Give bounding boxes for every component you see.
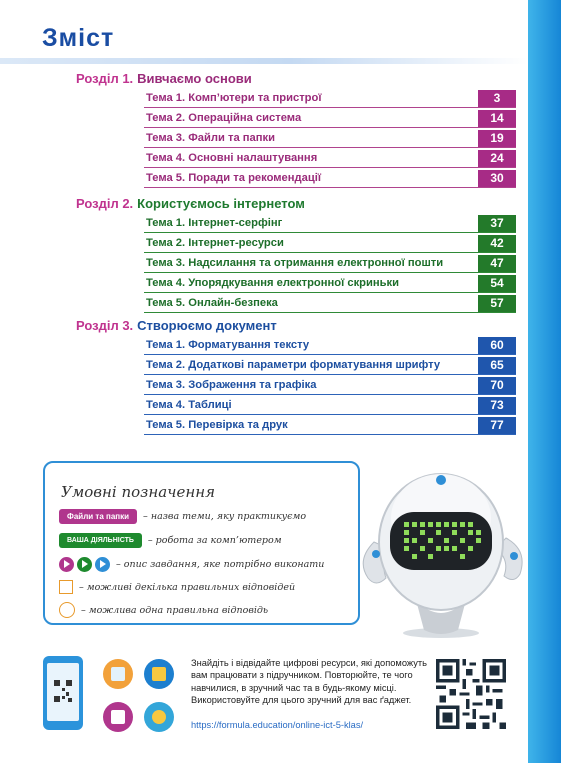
topic-label: Тема 4. Основні налаштування xyxy=(146,152,318,164)
legend-box xyxy=(43,461,360,625)
robot-mascot-icon xyxy=(346,450,536,640)
toc-entry[interactable] xyxy=(144,294,516,314)
section-2 xyxy=(76,196,516,314)
topic-underline xyxy=(144,127,516,128)
page-number: 77 xyxy=(478,417,516,434)
topic-underline xyxy=(144,354,516,355)
legend-text: – робота за комп’ютером xyxy=(147,534,282,546)
folder-glyph xyxy=(152,667,166,681)
resource-description: Знайдіть і відвідайте цифрові ресурси, які допоможуть вам працювати з підручником. Повторюйте, те чого навчилися, в зручний час та в будь-якому місці. Використовуйте для цього зручний для вас ґаджет. xyxy=(191,658,427,705)
page-number: 24 xyxy=(478,150,516,167)
document-icon xyxy=(103,702,133,732)
topic-label: Тема 2. Інтернет-ресурси xyxy=(146,237,284,249)
document-glyph xyxy=(111,710,125,724)
toc-entry[interactable] xyxy=(144,129,516,149)
legend-row-topic xyxy=(59,507,306,525)
topic-label: Тема 4. Упорядкування електронної скриньки xyxy=(146,277,400,289)
legend-row-multiple xyxy=(59,578,295,596)
topic-underline xyxy=(144,107,516,108)
topic-underline xyxy=(144,252,516,253)
qr-code-icon xyxy=(54,680,72,702)
topic-label: Тема 1. Інтернет-серфінг xyxy=(146,217,283,229)
topic-label: Тема 5. Перевірка та друк xyxy=(146,419,288,431)
page-number: 42 xyxy=(478,235,516,252)
topic-label: Тема 3. Надсилання та отримання електронної пошти xyxy=(146,257,444,269)
page-number: 73 xyxy=(478,397,516,414)
section-name: Користуємось інтернетом xyxy=(137,196,305,211)
page-number: 47 xyxy=(478,255,516,272)
section-label: Розділ 3. xyxy=(76,318,134,333)
topic-underline xyxy=(144,167,516,168)
presentation-icon xyxy=(103,659,133,689)
page-number: 60 xyxy=(478,337,516,354)
task-arrow-icon xyxy=(95,557,110,572)
section-name: Створюємо документ xyxy=(137,318,277,333)
title-rule xyxy=(0,58,528,64)
legend-text: – назва теми, яку практикуємо xyxy=(143,510,307,522)
topic-label: Тема 4. Таблиці xyxy=(146,399,232,411)
section-heading xyxy=(76,196,516,214)
legend-row-single xyxy=(59,601,268,619)
page-number: 3 xyxy=(478,90,516,107)
checkbox-square-icon xyxy=(59,580,73,594)
page-number: 54 xyxy=(478,275,516,292)
section-1 xyxy=(76,71,516,189)
folder-icon xyxy=(144,659,174,689)
legend-row-activity xyxy=(59,531,282,549)
topic-label: Тема 3. Файли та папки xyxy=(146,132,276,144)
idea-bulb-icon xyxy=(144,702,174,732)
legend-row-task xyxy=(59,555,324,573)
toc-entry[interactable] xyxy=(144,214,516,234)
section-heading xyxy=(76,71,516,89)
page-number: 70 xyxy=(478,377,516,394)
toc-entry[interactable] xyxy=(144,274,516,294)
topic-underline xyxy=(144,312,516,313)
legend-text: – можлива одна правильна відповідь xyxy=(81,604,269,616)
bulb-glyph xyxy=(152,710,166,724)
resource-link[interactable]: https://formula.education/online-ict-5-klas/ xyxy=(191,720,364,730)
toc-entry[interactable] xyxy=(144,254,516,274)
topic-label: Тема 3. Зображення та графіка xyxy=(146,379,317,391)
topic-underline xyxy=(144,232,516,233)
presentation-glyph xyxy=(111,667,125,681)
legend-text: – опис завдання, яке потрібно виконати xyxy=(116,558,325,570)
page-number: 30 xyxy=(478,170,516,187)
activity-chip: ВАША ДІЯЛЬНІСТЬ xyxy=(59,533,142,548)
toc-entry[interactable] xyxy=(144,109,516,129)
topic-label: Тема 1. Форматування тексту xyxy=(146,339,310,351)
topic-underline xyxy=(144,374,516,375)
topic-underline xyxy=(144,394,516,395)
section-label: Розділ 1. xyxy=(76,71,134,86)
legend-text: – можливі декілька правильних відповідей xyxy=(79,581,296,593)
topic-label: Тема 5. Онлайн-безпека xyxy=(146,297,278,309)
radio-circle-icon xyxy=(59,602,75,618)
page-number: 57 xyxy=(478,295,516,312)
page-number: 37 xyxy=(478,215,516,232)
task-arrow-icon xyxy=(77,557,92,572)
page-number: 19 xyxy=(478,130,516,147)
legend-title: Умовні позначення xyxy=(61,483,216,501)
topic-underline xyxy=(144,414,516,415)
topic-underline xyxy=(144,187,516,188)
toc-entry[interactable] xyxy=(144,89,516,109)
topic-label: Тема 2. Додаткові параметри форматування шрифту xyxy=(146,359,441,371)
topic-chip: Файли та папки xyxy=(59,509,137,524)
topic-label: Тема 2. Операційна система xyxy=(146,112,302,124)
page-number: 14 xyxy=(478,110,516,127)
toc-entry[interactable] xyxy=(144,234,516,254)
section-label: Розділ 2. xyxy=(76,196,134,211)
toc-entry[interactable] xyxy=(144,149,516,169)
phone-icon xyxy=(43,656,83,730)
page-title: Зміст xyxy=(42,24,115,52)
section-name: Вивчаємо основи xyxy=(137,71,252,86)
toc-entry[interactable] xyxy=(144,169,516,189)
topic-label: Тема 1. Комп’ютери та пристрої xyxy=(146,92,322,104)
page-number: 65 xyxy=(478,357,516,374)
qr-code-icon xyxy=(436,659,506,729)
topic-underline xyxy=(144,292,516,293)
toc-entry[interactable] xyxy=(144,336,516,356)
topic-underline xyxy=(144,272,516,273)
toc-entry[interactable] xyxy=(144,416,516,436)
section-heading xyxy=(76,318,516,336)
section-3 xyxy=(76,318,516,436)
side-stripe xyxy=(528,0,561,763)
topic-underline xyxy=(144,147,516,148)
toc-entry[interactable] xyxy=(144,376,516,396)
topic-label: Тема 5. Поради та рекомендації xyxy=(146,172,321,184)
task-arrow-icon xyxy=(59,557,74,572)
toc-entry[interactable] xyxy=(144,396,516,416)
toc-entry[interactable] xyxy=(144,356,516,376)
topic-underline xyxy=(144,434,516,435)
